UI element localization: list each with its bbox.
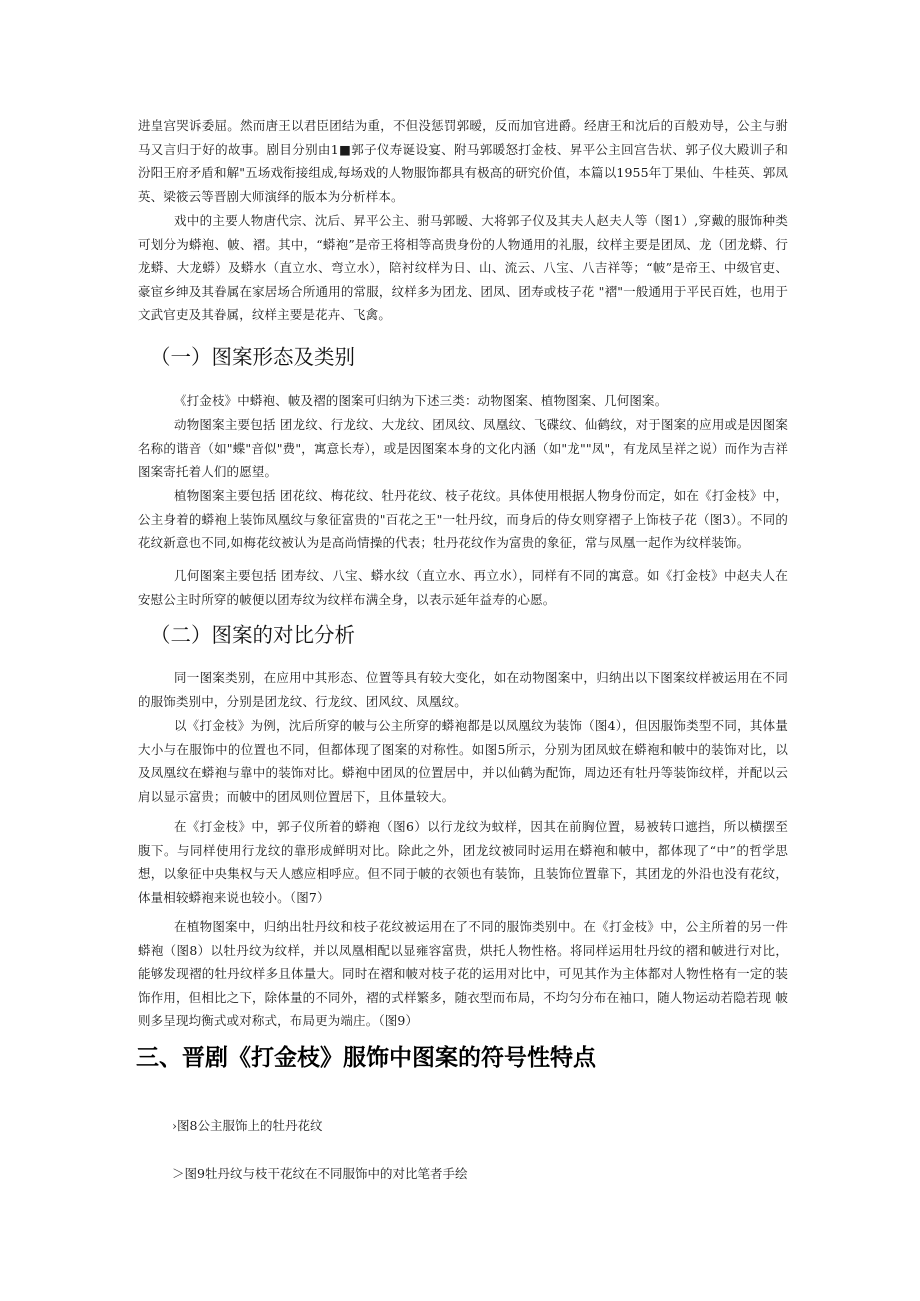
paragraph-plant-comparison: 在植物图案中，归纳出牡丹纹和枝子花纹被运用在了不同的服饰类别中。在《打金枝》中，公主所着的另一件蟒袍（图8）以牡丹纹为纹样，并以凤凰相配以显雍容富贵，烘托人物性格。将同样运用牡丹纹的褶和帔进行对比，能够发现褶的牡丹纹样多且体量大。同时在褶和帔对枝子花的运用对比中，可见其作为主体都对人物性格有一定的装饰作用，但相比之下，除体量的不同外，褶的式样繁多，随衣型而布局，不均匀分布在袖口，随人物运动若隐若现 帔则多呈现均衡式或对称式，布局更为端庄。（图9） — [138, 919, 788, 1028]
caption-figure-8: ›图8公主服饰上的牡丹花纹 — [172, 1118, 323, 1133]
paragraph-story-summary: 进皇宫哭诉委屈。然而唐王以君臣团结为重，不但没惩罚郭暧，反而加官进爵。经唐王和沈后的百般劝导，公主与驸马又言归于好的故事。剧目分别由1■郭子仪寿诞设宴、附马郭暖怒打金枝、昇平公主回宫告状、郭子仪大殿训子和汾阳王府矛盾和解"五场戏衔接组成,每场戏的人物服饰都具有极高的研究价值，本篇以1955年丁果仙、牛桂英、郭凤英、梁筱云等晋剧大师演绎的版本为分析样本。 — [138, 118, 788, 204]
paragraph-plant-patterns: 植物图案主要包括 团花纹、梅花纹、牡丹花纹、枝子花纹。具体使用根据人物身份而定，如在《打金枝》中，公主身着的蟒袍上装饰凤凰纹与象征富贵的"百花之王"一牡丹纹，而身后的侍女则穿褶子上饰枝子花（图3）。不同的花纹新意也不同,如梅花纹被认为是高尚情操的代表；牡丹花纹作为富贵的象征，常与凤凰一起作为纹样装饰。 — [138, 488, 788, 550]
paragraph-main-characters: 戏中的主要人物唐代宗、沈后、昇平公主、驸马郭暧、大将郭子仪及其夫人赵夫人等（图1）,穿戴的服饰种类可划分为蟒袍、帔、褶。其中，“蟒袍”是帝王将相等高贵身份的人物通用的礼服，纹样主要是团凤、龙（团龙蟒、行龙蟒、大龙蟒）及蟒水（直立水、弯立水），陪衬纹样为日、山、流云、八宝、八吉祥等；“帔”是帝王、中级官吏、豪宦乡绅及其眷属在家居场合所通用的常服，纹样多为团龙、团凤、团寿或枝子花 "褶"一般通用于平民百姓，也用于文武官吏及其眷属，纹样主要是花卉、飞禽。 — [138, 213, 788, 322]
paragraph-pattern-categories: 《打金枝》中蟒袍、帔及褶的图案可归纳为下述三类：动物图案、植物图案、几何图案。 — [174, 393, 668, 408]
heading-pattern-form: （一）图案形态及类别 — [150, 345, 355, 369]
heading-pattern-compare: （二）图案的对比分析 — [150, 623, 355, 647]
caption-figure-9: ＞图9牡丹纹与枝干花纹在不同服饰中的对比笔者手绘 — [172, 1166, 468, 1181]
paragraph-dragon-comparison: 在《打金枝》中，郭子仪所着的蟒袍（图6）以行龙纹为蚊样，因其在前胸位置，易被转口遮挡，所以横摆至腹下。与同样使用行龙纹的靠形成鲜明对比。除此之外，团龙纹被同时运用在蟒袍和帔中，都体现了“中”的哲学思想，以象征中央集权与天人感应相呼应。但不同于帔的衣领也有装饰，且装饰位置靠下，其团龙的外沿也没有花纹，体量相较蟒袍来说也较小。（图7） — [138, 819, 788, 905]
paragraph-phoenix-comparison: 以《打金枝》为例，沈后所穿的帔与公主所穿的蟒袍都是以凤凰纹为装饰（图4），但因服饰类型不同，其体量大小与在服饰中的位置也不同，但都体现了图案的对称性。如图5所示，分别为团凤蚊在蟒袍和帔中的装饰对比，以及凤凰纹在蟒袍与靠中的装饰对比。蟒袍中团凤的位置居中，并以仙鹤为配饰，周边还有牡丹等装饰纹样，并配以云肩以显示富贵；而帔中的团凤则位置居下，且体量较大。 — [138, 718, 788, 804]
heading-section-three: 三、晋剧《打金枝》服饰中图案的符号性特点 — [136, 1045, 596, 1071]
paragraph-animal-patterns: 动物图案主要包括 团龙纹、行龙纹、大龙纹、团凤纹、凤凰纹、飞碟纹、仙鹤纹，对于图案的应用或是因图案名称的谐音（如"蝶"音似"费"，寓意长寿），或是因图案本身的文化内涵（如"龙""凤"，有龙凤呈祥之说）而作为吉祥图案寄托着人们的愿望。 — [138, 417, 788, 479]
paragraph-same-category: 同一图案类别，在应用中其形态、位置等具有较大变化，如在动物图案中，归纳出以下图案纹样被运用在不同的服饰类别中，分别是团龙纹、行龙纹、团风纹、凤凰纹。 — [138, 670, 788, 709]
paragraph-geometric-patterns: 几何图案主要包括 团寿纹、八宝、蟒水纹（直立水、再立水），同样有不同的寓意。如《打金枝》中赵夫人在安慰公主时所穿的帔便以团寿纹为纹样布满全身，以表示延年益寿的心愿。 — [138, 568, 788, 607]
